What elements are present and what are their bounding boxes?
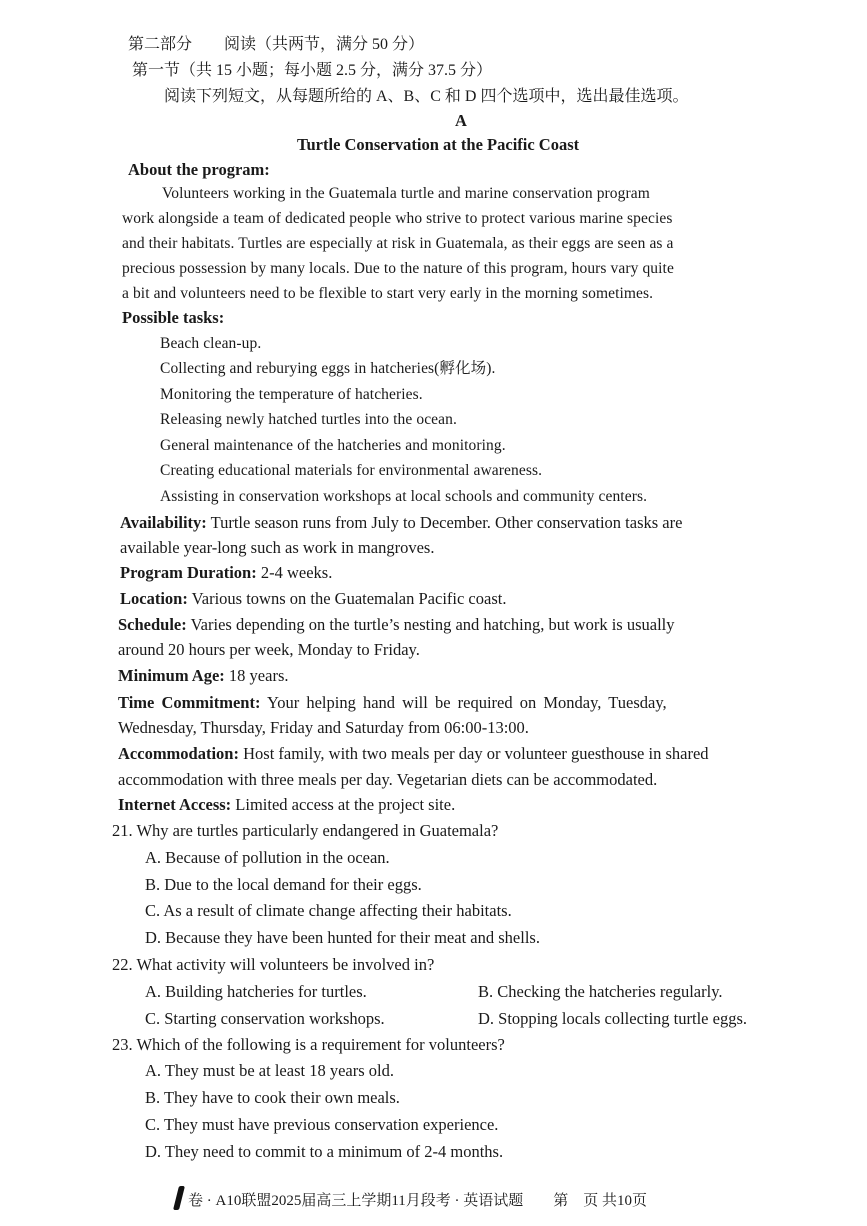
passage-letter: A [455,111,467,130]
question-21-stem: 21. Why are turtles particularly endangered in Guatemala? [112,821,499,840]
age-value: 18 years. [224,666,289,685]
about-line: Volunteers working in the Guatemala turtle and marine conservation program [162,185,650,202]
question-22-stem: 22. What activity will volunteers be involved in? [112,955,435,974]
task-item: Monitoring the temperature of hatcheries. [160,386,423,403]
schedule-text: Varies depending on the turtle’s nesting and hatching, but work is usually [186,615,675,634]
question-21-option-d: D. Because they have been hunted for their meat and shells. [145,928,540,947]
about-line: and their habitats. Turtles are especially at risk in Guatemala, as their eggs are seen as a [122,235,674,252]
about-line: a bit and volunteers need to be flexible to start very early in the morning sometimes. [122,285,654,302]
location-line [120,588,506,610]
task-item: Beach clean-up. [160,335,262,352]
time-label: Time Commitment: [118,693,261,712]
availability-label: Availability: [120,513,207,532]
question-22-option-d: D. Stopping locals collecting turtle eggs. [478,1009,747,1028]
age-label: Minimum Age: [118,666,225,685]
question-23-option-d: D. They need to commit to a minimum of 2-4 months. [145,1142,504,1161]
internet-value: Limited access at the project site. [231,795,456,814]
location-label: Location: [120,589,188,608]
accommodation-line [118,743,709,765]
question-22-option-a: A. Building hatcheries for turtles. [145,982,367,1001]
task-item: General maintenance of the hatcheries and monitoring. [160,437,506,454]
schedule-line-2: around 20 hours per week, Monday to Friday. [118,640,420,659]
task-item: Collecting and reburying eggs in hatcheries(孵化场). [160,360,496,377]
time-line-2: Wednesday, Thursday, Friday and Saturday from 06:00-13:00. [118,718,529,737]
schedule-label: Schedule: [118,615,187,634]
question-23-option-c: C. They must have previous conservation experience. [145,1115,499,1134]
question-22-option-b: B. Checking the hatcheries regularly. [478,982,723,1001]
passage-title: Turtle Conservation at the Pacific Coast [297,135,580,154]
age-line [118,665,289,687]
task-item: Assisting in conservation workshops at local schools and community centers. [160,488,648,505]
question-23-option-a: A. They must be at least 18 years old. [145,1061,394,1080]
question-21-option-b: B. Due to the local demand for their eggs. [145,875,422,894]
question-21-option-c: C. As a result of climate change affecting their habitats. [145,901,512,920]
task-item: Releasing newly hatched turtles into the ocean. [160,411,457,428]
accommodation-line-2: accommodation with three meals per day. Vegetarian diets can be accommodated. [118,770,658,789]
duration-label: Program Duration: [120,563,257,582]
accommodation-text: Host family, with two meals per day or volunteer guesthouse in shared [238,744,709,763]
tasks-heading: Possible tasks: [122,308,225,327]
task-item: Creating educational materials for environmental awareness. [160,462,543,479]
internet-label: Internet Access: [118,795,232,814]
instruction-line: 阅读下列短文，从每题所给的 A、B、C 和 D 四个选项中，选出最佳选项。 [164,88,689,105]
availability-text: Turtle season runs from July to December. Other conservation tasks are [206,513,683,532]
section-heading: 第一节（共 15 小题；每小题 2.5 分，满分 37.5 分） [132,62,493,79]
part-heading: 第二部分 阅读（共两节，满分 50 分） [128,36,425,53]
question-23-option-b: B. They have to cook their own meals. [145,1088,400,1107]
availability-line-2: available year-long such as work in mangroves. [120,538,435,557]
about-line: precious possession by many locals. Due to the nature of this program, hours vary quite [122,260,674,277]
about-line: work alongside a team of dedicated people who strive to protect various marine species [122,210,673,227]
duration-line [120,562,332,584]
question-22-option-c: C. Starting conservation workshops. [145,1009,385,1028]
internet-line [118,794,455,816]
about-heading: About the program: [128,160,270,179]
schedule-line [118,614,675,636]
page-footer [176,1186,647,1212]
footer-text: 卷 · A10联盟2025届高三上学期11月段考 · 英语试题 第 页 共10页 [188,1193,648,1209]
location-value: Various towns on the Guatemalan Pacific coast. [187,589,507,608]
availability-line [120,512,682,534]
question-23-stem: 23. Which of the following is a requirement for volunteers? [112,1035,505,1054]
time-text: Your helping hand will be required on Monday, Tuesday, [260,693,667,712]
duration-value: 2-4 weeks. [256,563,333,582]
time-line [118,692,667,714]
question-21-option-a: A. Because of pollution in the ocean. [145,848,390,867]
accommodation-label: Accommodation: [118,744,239,763]
pen-stroke-icon [173,1186,185,1210]
